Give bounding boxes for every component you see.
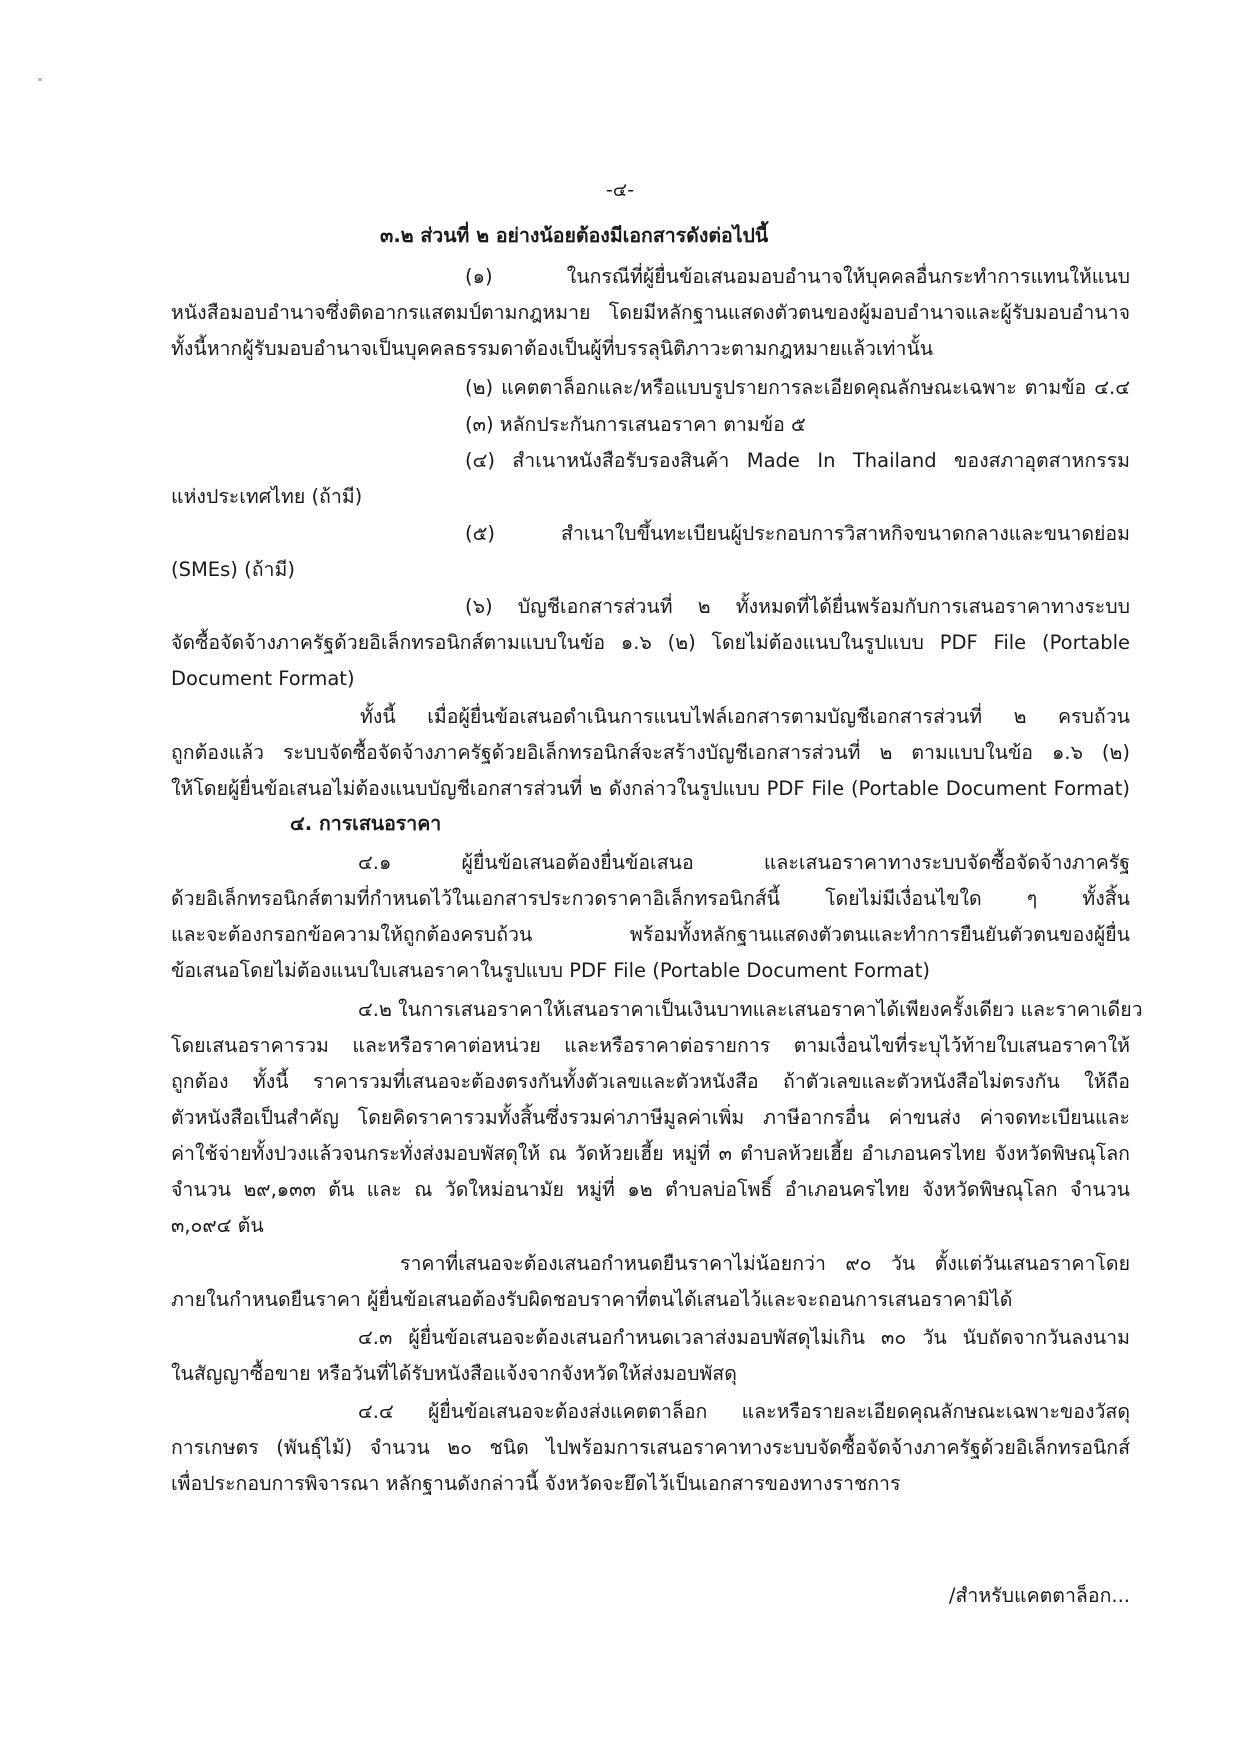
text-line: ในสัญญาซื้อขาย หรือวันที่ได้รับหนังสือแจ้งจากจังหวัดให้ส่งมอบพัสดุ [171,1362,737,1385]
section-heading: ๔. การเสนอราคา [290,812,442,835]
text-line: (๕) สำเนาใบขึ้นทะเบียนผู้ประกอบการวิสาหกิจขนาดกลางและขนาดย่อม [465,522,1130,545]
text-line: (๓) หลักประกันการเสนอราคา ตามข้อ ๕ [465,413,806,436]
text-line: แห่งประเทศไทย (ถ้ามี) [171,485,363,508]
text-line: (๒) แคตตาล็อกและ/หรือแบบรูปรายการละเอียดคุณลักษณะเฉพาะ ตามข้อ ๔.๔ [465,376,1130,399]
text-line: ด้วยอิเล็กทรอนิกส์ตามที่กำหนดไว้ในเอกสารประกวดราคาอิเล็กทรอนิกส์นี้ โดยไม่มีเงื่อนไขใด ๆ ทั้งสิ้น [171,887,1130,910]
text-line: การเกษตร (พันธุ์ไม้) จำนวน ๒๐ ชนิด ไปพร้อมการเสนอราคาทางระบบจัดซื้อจัดจ้างภาครัฐด้วยอิเล็กทรอนิกส์ [171,1436,1130,1459]
text-line: ราคาที่เสนอจะต้องเสนอกำหนดยืนราคาไม่น้อยกว่า ๙๐ วัน ตั้งแต่วันเสนอราคาโดย [400,1252,1130,1275]
scan-speck [38,78,42,81]
text-line: (SMEs) (ถ้ามี) [171,558,295,581]
text-line: ๔.๔ ผู้ยื่นข้อเสนอจะต้องส่งแคตตาล็อก และหรือรายละเอียดคุณลักษณะเฉพาะของวัสดุ [358,1400,1130,1423]
text-line: Document Format) [171,667,355,690]
text-line: (๔) สำเนาหนังสือรับรองสินค้า Made In Thailand ของสภาอุตสาหกรรม [465,449,1130,472]
page-number: -๔- [605,179,635,201]
text-line: ทั้งนี้ เมื่อผู้ยื่นข้อเสนอดำเนินการแนบไฟล์เอกสารตามบัญชีเอกสารส่วนที่ ๒ ครบถ้วน [360,705,1130,728]
text-line: ทั้งนี้หากผู้รับมอบอำนาจเป็นบุคคลธรรมดาต้องเป็นผู้ที่บรรลุนิติภาวะตามกฎหมายแล้วเท่านั้น [171,337,934,360]
text-line: ๓,๐๙๔ ต้น [171,1214,264,1237]
text-line: ๔.๓ ผู้ยื่นข้อเสนอจะต้องเสนอกำหนดเวลาส่งมอบพัสดุไม่เกิน ๓๐ วัน นับถัดจากวันลงนาม [358,1326,1130,1349]
text-line: ให้โดยผู้ยื่นข้อเสนอไม่ต้องแนบบัญชีเอกสารส่วนที่ ๒ ดังกล่าวในรูปแบบ PDF File (Portable Document Format) [171,777,1130,800]
text-line: หนังสือมอบอำนาจซึ่งติดอากรแสตมป์ตามกฎหมาย โดยมีหลักฐานแสดงตัวตนของผู้มอบอำนาจและผู้รับมอบอำนาจ [171,301,1130,324]
text-line: (๑) ในกรณีที่ผู้ยื่นข้อเสนอมอบอำนาจให้บุคคลอื่นกระทำการแทนให้แนบ [465,265,1130,288]
text-line: โดยเสนอราคารวม และหรือราคาต่อหน่วย และหรือราคาต่อรายการ ตามเงื่อนไขที่ระบุไว้ท้ายใบเสนอราคาให้ [171,1034,1130,1057]
text-line: ๔.๒ ในการเสนอราคาให้เสนอราคาเป็นเงินบาทและเสนอราคาได้เพียงครั้งเดียว และราคาเดียว [358,998,1143,1021]
text-line: ตัวหนังสือเป็นสำคัญ โดยคิดราคารวมทั้งสิ้นซึ่งรวมค่าภาษีมูลค่าเพิ่ม ภาษีอากรอื่น ค่าขนส่ง ค่าจดทะเบียนและ [171,1106,1130,1129]
text-line: จัดซื้อจัดจ้างภาครัฐด้วยอิเล็กทรอนิกส์ตามแบบในข้อ ๑.๖ (๒) โดยไม่ต้องแนบในรูปแบบ PDF File (Portable [171,631,1130,654]
section-heading: ๓.๒ ส่วนที่ ๒ อย่างน้อยต้องมีเอกสารดังต่อไปนี้ [380,224,769,247]
text-line: และจะต้องกรอกข้อความให้ถูกต้องครบถ้วน พร้อมทั้งหลักฐานแสดงตัวตนและทำการยืนยันตัวตนของผู้ยื่น [171,923,1130,946]
text-line: ภายในกำหนดยืนราคา ผู้ยื่นข้อเสนอต้องรับผิดชอบราคาที่ตนได้เสนอไว้และจะถอนการเสนอราคามิได้ [171,1288,1013,1311]
text-line: จำนวน ๒๙,๑๓๓ ต้น และ ณ วัดใหม่อนามัย หมู่ที่ ๑๒ ตำบลบ่อโพธิ์ อำเภอนครไทย จังหวัดพิษณุโลก จำนวน [171,1178,1130,1201]
text-line: ถูกต้อง ทั้งนี้ ราคารวมที่เสนอจะต้องตรงกันทั้งตัวเลขและตัวหนังสือ ถ้าตัวเลขและตัวหนังสือไม่ตรงกัน ให้ถือ [171,1070,1130,1093]
continuation-footer: /สำหรับแคตตาล็อก... [948,1584,1130,1607]
text-line: ค่าใช้จ่ายทั้งปวงแล้วจนกระทั่งส่งมอบพัสดุให้ ณ วัดห้วยเฮี้ย หมู่ที่ ๓ ตำบลห้วยเฮี้ย อำเภอนครไทย จังหวัดพิษณุโลก [171,1142,1130,1165]
text-line: เพื่อประกอบการพิจารณา หลักฐานดังกล่าวนี้ จังหวัดจะยึดไว้เป็นเอกสารของทางราชการ [171,1472,901,1495]
text-line: ๔.๑ ผู้ยื่นข้อเสนอต้องยื่นข้อเสนอ และเสนอราคาทางระบบจัดซื้อจัดจ้างภาครัฐ [358,851,1130,874]
text-line: (๖) บัญชีเอกสารส่วนที่ ๒ ทั้งหมดที่ได้ยื่นพร้อมกับการเสนอราคาทางระบบ [465,595,1130,618]
text-line: ข้อเสนอโดยไม่ต้องแนบใบเสนอราคาในรูปแบบ PDF File (Portable Document Format) [171,959,930,982]
text-line: ถูกต้องแล้ว ระบบจัดซื้อจัดจ้างภาครัฐด้วยอิเล็กทรอนิกส์จะสร้างบัญชีเอกสารส่วนที่ ๒ ตามแบบในข้อ ๑.๖ (๒) [171,741,1130,764]
